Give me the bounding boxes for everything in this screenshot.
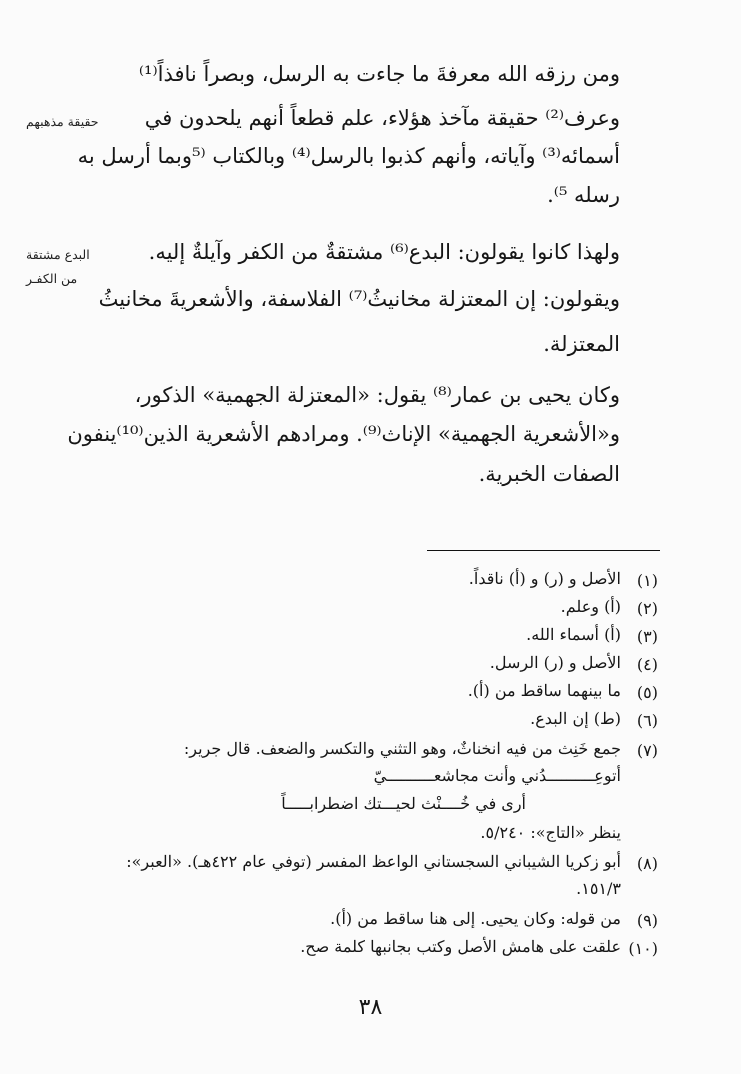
footnote-2-text: (أ) وعلم. xyxy=(560,597,621,616)
footnote-5-number: (٥) xyxy=(636,683,658,702)
footnote-6-number: (٦) xyxy=(636,711,658,730)
footnote-9-number: (٩) xyxy=(636,911,658,930)
paragraph-1-line-4: رسله ⁵⁾. xyxy=(547,183,620,207)
paragraph-4-line-2: و«الأشعرية الجهمية» الإناث⁽⁹⁾. ومرادهم الأشعرية الذين⁽¹⁰⁾ينفون xyxy=(67,422,620,446)
footnote-10-text: علقت على هامش الأصل وكتب بجانبها كلمة صح. xyxy=(300,937,621,956)
paragraph-3-line-1: ويقولون: إن المعتزلة مخانيثُ⁽⁷⁾ الفلاسفة، والأشعريةَ مخانيثُ xyxy=(98,287,620,311)
footnote-5-text: ما بينهما ساقط من (أ). xyxy=(467,681,621,700)
footnote-7-poem-line-1: أتوعِــــــــــدُني وأنت مجاشعــــــــــيّ xyxy=(373,766,621,785)
page-number: ٣٨ xyxy=(358,995,383,1020)
footnote-7-text-line-1: جمع خَنِث من فيه انخناثٌ، وهو التثني والتكسر والضعف. قال جرير: xyxy=(183,739,621,758)
footnote-1-number: (١) xyxy=(636,571,658,590)
footnote-6-text: (ط) إن البدع. xyxy=(530,709,621,728)
paragraph-1-line-2: وعرف⁽²⁾ حقيقة مآخذ هؤلاء، علم قطعاً أنهم يلحدون في xyxy=(144,106,620,130)
footnote-4-text: الأصل و (ر) الرسل. xyxy=(489,653,621,672)
paragraph-4-line-1: وكان يحيى بن عمار⁽⁸⁾ يقول: «المعتزلة الجهمية» الذكور، xyxy=(134,383,620,407)
footnote-3-text: (أ) أسماء الله. xyxy=(526,625,621,644)
footnote-8-text-line-2: ١٥١/٣. xyxy=(576,879,621,898)
footnote-2-number: (٢) xyxy=(636,599,658,618)
margin-note-1: حقيقة مذهبهم xyxy=(26,114,99,129)
footnote-4-number: (٤) xyxy=(636,655,658,674)
footnote-10-number: (١٠) xyxy=(628,939,658,958)
footnote-9-text: من قوله: وكان يحيى. إلى هنا ساقط من (أ). xyxy=(330,909,621,928)
margin-note-2-line-1: البدع مشتقة xyxy=(26,247,90,262)
footnote-7-poem-line-2: أرى في خُــــنْث لحيـــتك اضطرابـــــاً xyxy=(281,794,526,813)
paragraph-1-line-1: ومن رزقه الله معرفةَ ما جاءت به الرسل، وبصراً نافذاً⁽¹⁾ xyxy=(138,62,620,86)
footnote-7-text-line-2: ينظر «التاج»: ٥/٢٤٠. xyxy=(480,823,621,842)
paragraph-4-line-3: الصفات الخبرية. xyxy=(478,462,620,486)
paragraph-1-line-3: أسمائه⁽³⁾ وآياته، وأنهم كذبوا بالرسل⁽⁴⁾ وبالكتاب ⁽⁵وبما أرسل به xyxy=(77,144,620,168)
footnote-8-number: (٨) xyxy=(636,854,658,873)
footnote-8-text-line-1: أبو زكريا الشيباني السجستاني الواعظ المفسر (توفي عام ٤٢٢هـ). «العبر»: xyxy=(126,852,621,871)
footnote-1-text: الأصل و (ر) و (أ) ناقداً. xyxy=(468,569,621,588)
paragraph-2-line-1: ولهذا كانوا يقولون: البدع⁽⁶⁾ مشتقةٌ من الكفر وآيلةٌ إليه. xyxy=(148,240,620,264)
footnote-3-number: (٣) xyxy=(636,627,658,646)
footnote-7-number: (٧) xyxy=(636,741,658,760)
margin-note-2-line-2: من الكفـر xyxy=(26,271,78,286)
paragraph-3-line-2: المعتزلة. xyxy=(543,332,620,356)
footnote-separator xyxy=(427,550,660,551)
